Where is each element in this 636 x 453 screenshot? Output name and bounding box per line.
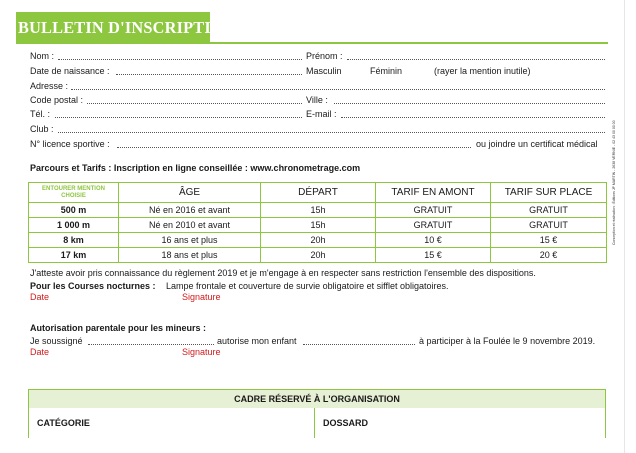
- feminin-option[interactable]: Féminin: [370, 66, 403, 76]
- tarif-place-cell: GRATUIT: [491, 203, 607, 218]
- nom-field[interactable]: [58, 58, 302, 60]
- tel-label: Tél. :: [30, 109, 51, 119]
- col-header-tarif-place: TARIF SUR PLACE: [491, 183, 607, 203]
- tarif-amont-cell: 10 €: [376, 233, 491, 248]
- depart-cell: 20h: [261, 233, 376, 248]
- col-header-age: ÂGE: [119, 183, 261, 203]
- je-soussigne-label: Je soussigné: [30, 336, 83, 346]
- club-label: Club :: [30, 124, 54, 134]
- signature-label: Signature: [182, 292, 221, 302]
- signature-label-parent: Signature: [182, 347, 221, 357]
- email-field[interactable]: [341, 116, 605, 118]
- tarif-amont-cell: GRATUIT: [376, 218, 491, 233]
- age-cell: 16 ans et plus: [119, 233, 261, 248]
- distance-cell[interactable]: 500 m: [29, 203, 119, 218]
- masculin-option[interactable]: Masculin: [306, 66, 342, 76]
- adresse-field[interactable]: [71, 88, 605, 90]
- depart-cell: 20h: [261, 248, 376, 263]
- licence-label: N° licence sportive :: [30, 139, 110, 149]
- age-cell: Né en 2016 et avant: [119, 203, 261, 218]
- organisation-box-header: CADRE RÉSERVÉ À L'ORGANISATION: [29, 390, 605, 409]
- table-row[interactable]: [29, 233, 607, 248]
- distance-cell[interactable]: 17 km: [29, 248, 119, 263]
- distance-cell[interactable]: 1 000 m: [29, 218, 119, 233]
- age-cell: 18 ans et plus: [119, 248, 261, 263]
- email-label: E-mail :: [306, 109, 337, 119]
- col-header-mention: ENTOURER MENTION CHOISIE: [29, 183, 119, 203]
- parcours-title: Parcours et Tarifs : Inscription en ligne conseillée : www.chronometrage.com: [30, 163, 361, 173]
- organisation-box: [28, 389, 606, 438]
- depart-cell: 15h: [261, 203, 376, 218]
- participer-label: à participer à la Foulée le 9 novembre 2019.: [419, 336, 596, 346]
- nocturnes-label: Pour les Courses nocturnes :: [30, 281, 156, 291]
- tarif-place-cell: 15 €: [491, 233, 607, 248]
- enfant-field[interactable]: [303, 343, 415, 345]
- age-cell: Né en 2010 et avant: [119, 218, 261, 233]
- ville-label: Ville :: [306, 95, 328, 105]
- licence-field[interactable]: [117, 146, 471, 148]
- nocturnes-text: Lampe frontale et couverture de survie obligatoire et sifflet obligatoires.: [166, 281, 449, 291]
- tarif-place-cell: 20 €: [491, 248, 607, 263]
- depart-cell: 15h: [261, 218, 376, 233]
- prenom-field[interactable]: [347, 58, 605, 60]
- date-naissance-field[interactable]: [116, 73, 302, 75]
- tarif-amont-cell: 15 €: [376, 248, 491, 263]
- col-header-tarif-amont: TARIF EN AMONT: [376, 183, 491, 203]
- rayer-note: (rayer la mention inutile): [434, 66, 531, 76]
- tarif-place-cell: GRATUIT: [491, 218, 607, 233]
- table-row[interactable]: [29, 203, 607, 218]
- date-label: Date: [30, 292, 50, 302]
- autorisation-title: Autorisation parentale pour les mineurs :: [30, 323, 207, 333]
- autorise-label: autorise mon enfant: [217, 336, 297, 346]
- form-title: BULLETIN D'INSCRIPTION: [18, 18, 236, 37]
- date-label-parent: Date: [30, 347, 50, 357]
- adresse-label: Adresse :: [30, 81, 69, 91]
- table-row[interactable]: [29, 218, 607, 233]
- certificat-note: ou joindre un certificat médical: [476, 139, 598, 149]
- date-naissance-label: Date de naissance :: [30, 66, 110, 76]
- tarifs-table: [28, 182, 607, 263]
- table-header-row: [29, 183, 607, 203]
- credit-text: Conception et réalisation : Éditions JP MARTIN - 2638 VERNIE - 02 43 00 00 00: [612, 120, 616, 245]
- prenom-label: Prénom :: [306, 51, 343, 61]
- soussigne-field[interactable]: [88, 343, 214, 345]
- ville-field[interactable]: [334, 102, 605, 104]
- col-header-depart: DÉPART: [261, 183, 376, 203]
- title-rule: [210, 42, 608, 44]
- tel-field[interactable]: [55, 116, 302, 118]
- table-row[interactable]: [29, 248, 607, 263]
- tarif-amont-cell: GRATUIT: [376, 203, 491, 218]
- nom-label: Nom :: [30, 51, 55, 61]
- attestation-text: J'atteste avoir pris connaissance du règlement 2019 et je m'engage à en respecter sans restriction l'ensemble des dispositions.: [30, 268, 536, 278]
- club-field[interactable]: [58, 131, 605, 133]
- code-postal-label: Code postal :: [30, 95, 84, 105]
- page-edge: [624, 0, 636, 453]
- categorie-cell: CATÉGORIE: [29, 408, 315, 438]
- code-postal-field[interactable]: [87, 102, 302, 104]
- dossard-cell: DOSSARD: [315, 408, 605, 438]
- distance-cell[interactable]: 8 km: [29, 233, 119, 248]
